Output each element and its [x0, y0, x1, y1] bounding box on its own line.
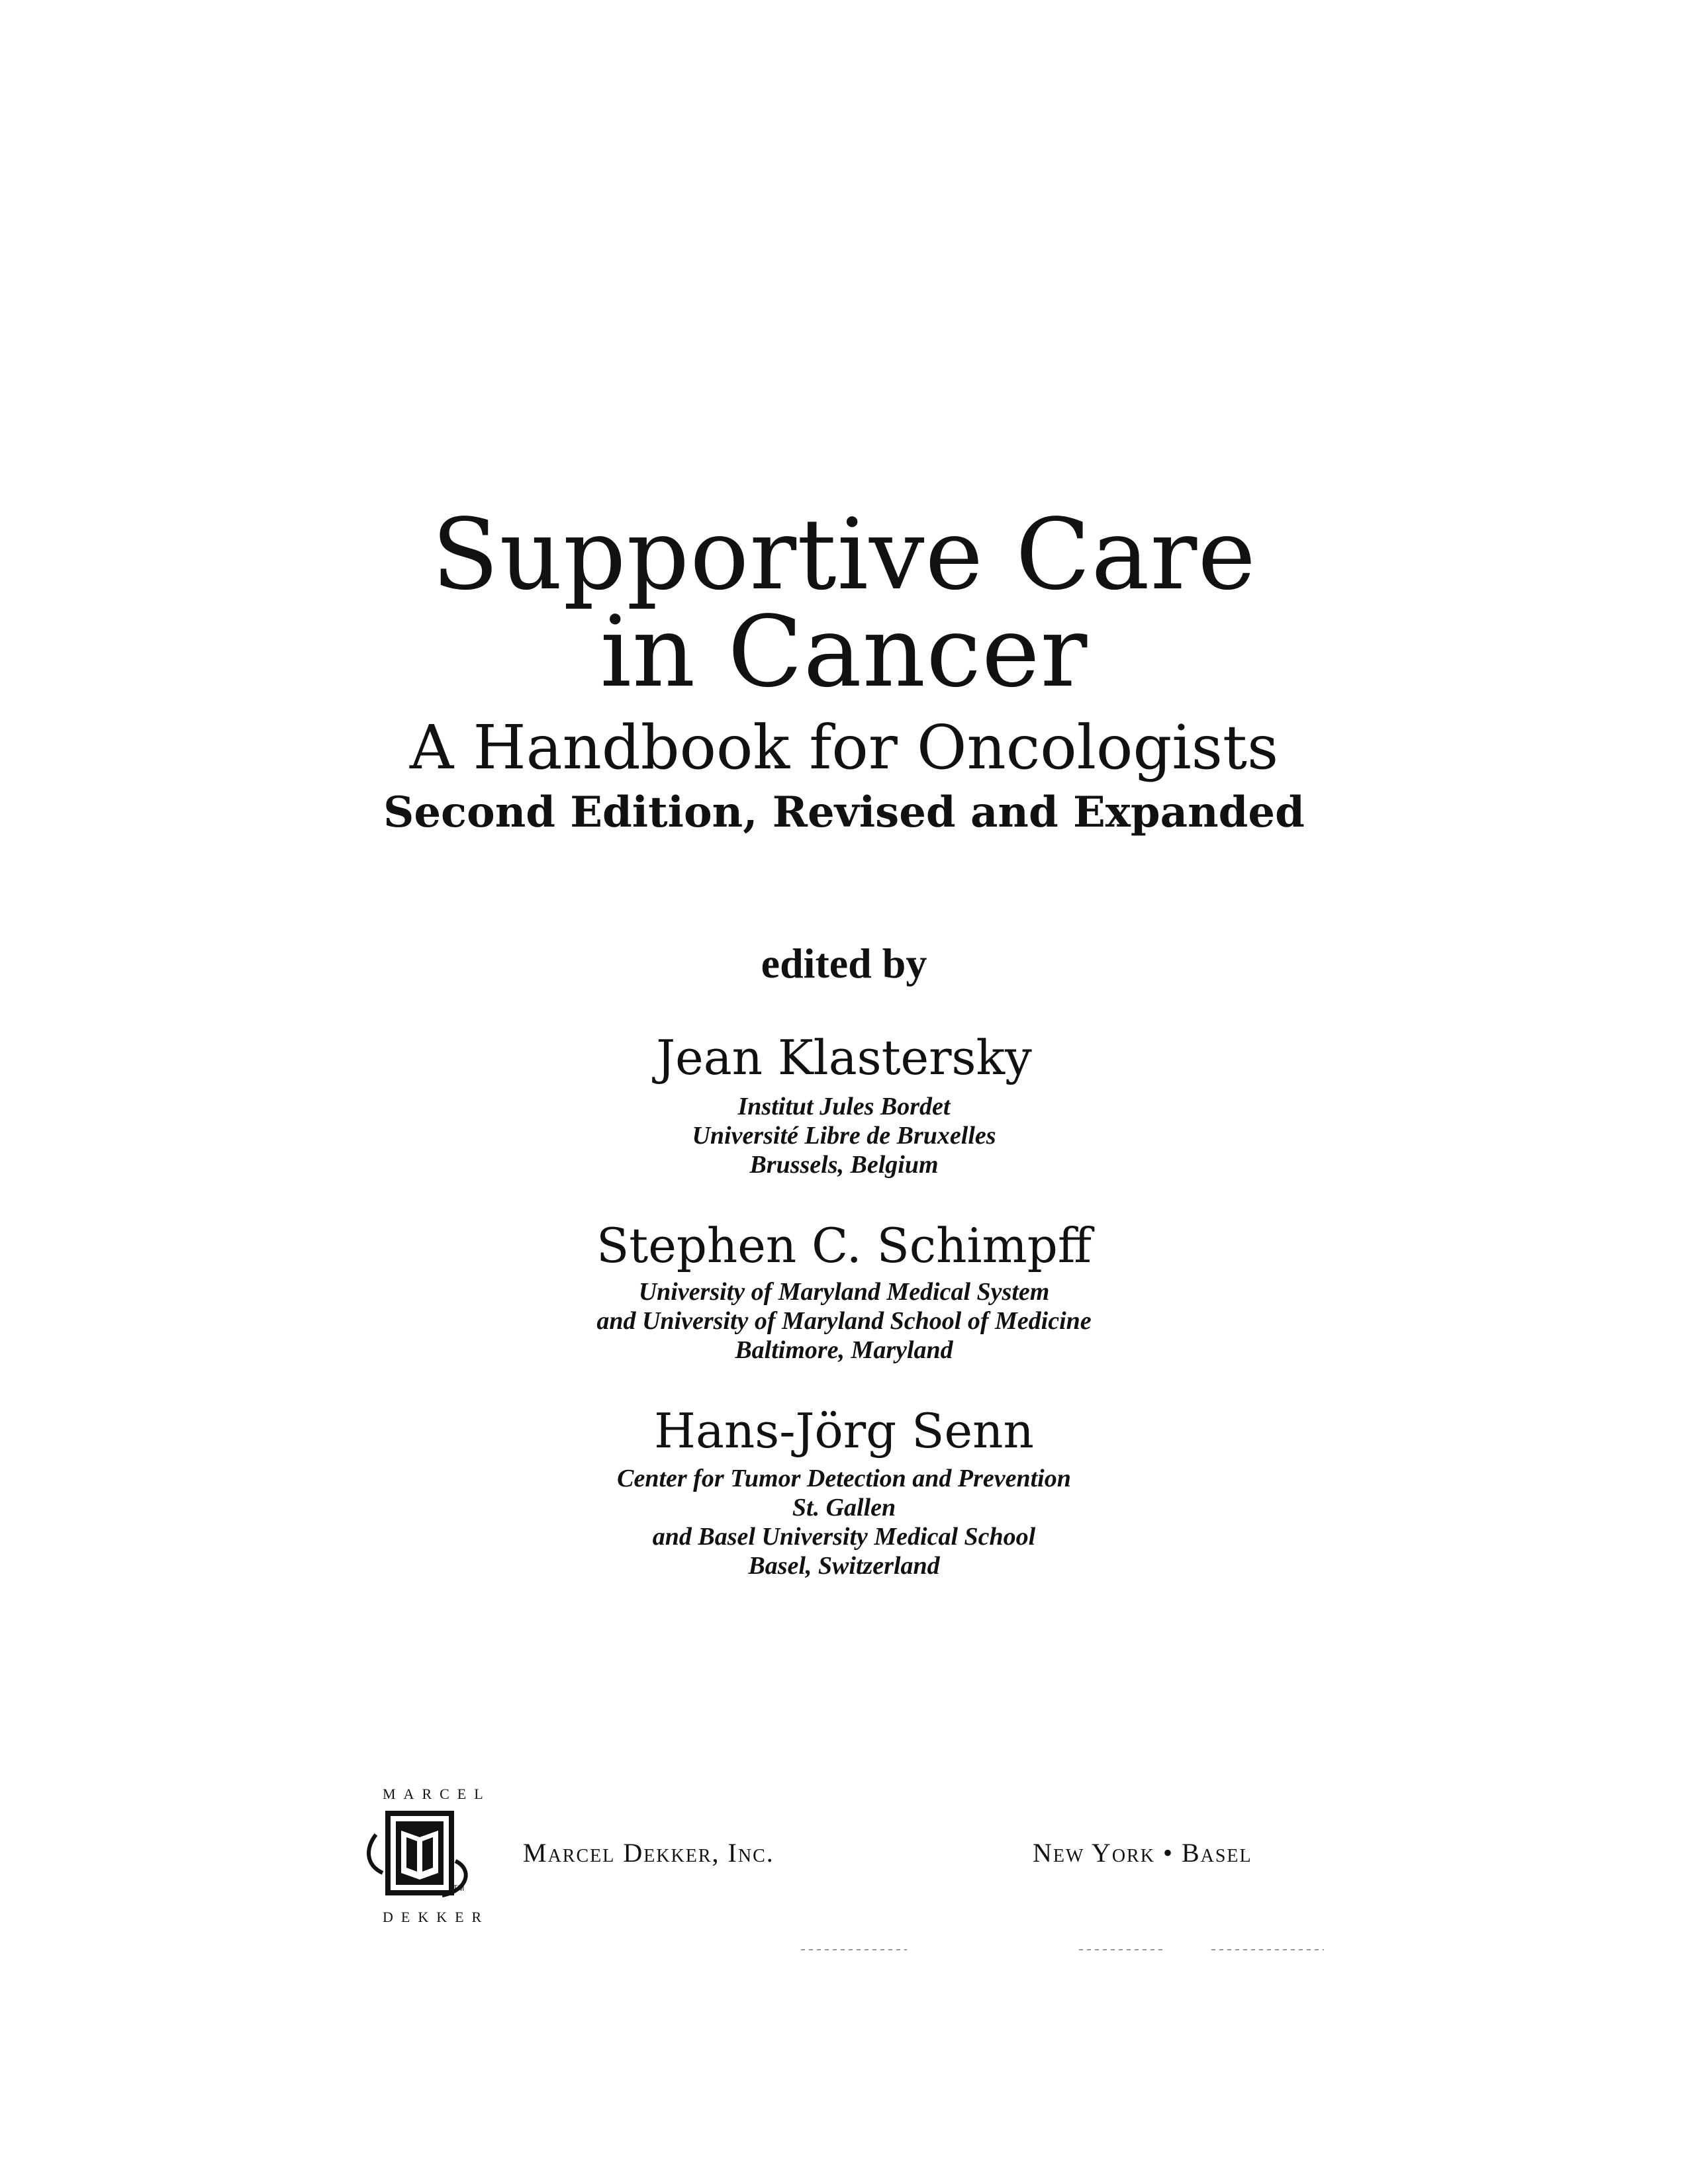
- editor-3-affiliation-1: Center for Tumor Detection and Prevention: [617, 1465, 1071, 1492]
- title-line-1: Supportive Care: [432, 498, 1256, 612]
- editor-1-affiliation-1: Institut Jules Bordet: [737, 1093, 951, 1120]
- editor-name-3: Hans-Jörg Senn: [654, 1403, 1034, 1459]
- editor-name-1: Jean Klastersky: [656, 1030, 1032, 1085]
- publisher-locations: New York • Basel: [1033, 1838, 1252, 1868]
- logo-bottom-word: DEKKER: [383, 1909, 490, 1925]
- scan-artifact: [801, 1949, 907, 1950]
- editor-2-affiliation-3: Baltimore, Maryland: [735, 1336, 953, 1364]
- edited-by-label: edited by: [761, 940, 927, 987]
- title-line-2: in Cancer: [600, 595, 1088, 709]
- subtitle: A Handbook for Oncologists: [409, 712, 1279, 783]
- editor-3-affiliation-4: Basel, Switzerland: [748, 1552, 940, 1580]
- editor-1-affiliation-3: Brussels, Belgium: [749, 1151, 939, 1179]
- editor-1-affiliation-2: Université Libre de Bruxelles: [692, 1122, 996, 1150]
- editor-2-affiliation-2: and University of Maryland School of Medicine: [596, 1307, 1092, 1335]
- editor-name-2: Stephen C. Schimpff: [596, 1218, 1092, 1273]
- editor-2-affiliation-1: University of Maryland Medical System: [638, 1278, 1050, 1306]
- scan-artifact: [1079, 1949, 1165, 1950]
- scan-artifact: [1211, 1949, 1324, 1950]
- editor-3-affiliation-2: St. Gallen: [792, 1494, 896, 1522]
- edition-statement: Second Edition, Revised and Expanded: [383, 788, 1305, 837]
- logo-trademark: TM: [453, 1884, 465, 1893]
- publisher-name: Marcel Dekker, Inc.: [523, 1838, 774, 1868]
- editor-3-affiliation-3: and Basel University Medical School: [652, 1523, 1036, 1551]
- logo-top-word: MARCEL: [383, 1786, 491, 1802]
- publisher-logo: [363, 1786, 491, 1931]
